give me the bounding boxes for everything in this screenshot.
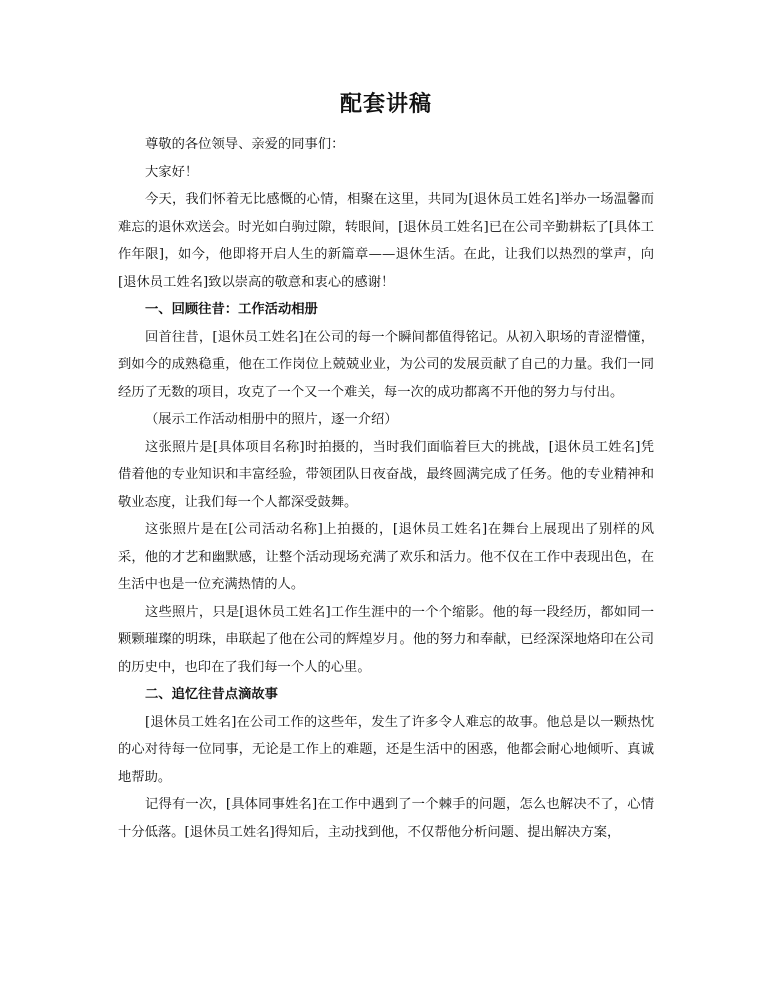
intro-paragraph: 今天，我们怀着无比感慨的心情，相聚在这里，共同为[退休员工姓名]举办一场温馨而难忘的退休欢送会。时光如白驹过隙，转眼间，[退休员工姓名]已在公司辛勤耕耘了[具体工作年限]，如今，他即将开启人生的新篇章——退休生活。在此，让我们以热烈的掌声，向[退休员工姓名]致以崇高的敬意和衷心的感谢！ bbox=[118, 192, 654, 290]
greeting: 大家好！ bbox=[145, 164, 199, 180]
section-2-paragraph-1: [退休员工姓名]在公司工作的这些年，发生了许多令人难忘的故事。他总是以一颗热忱的心对待每一位同事，无论是工作上的难题，还是生活中的困惑，他都会耐心地倾听、真诚地帮助。 bbox=[118, 714, 654, 785]
document-title: 配套讲稿 bbox=[339, 91, 432, 117]
section-2-paragraph-2: 记得有一次，[具体同事姓名]在工作中遇到了一个棘手的问题，怎么也解决不了，心情十分低落。[退休员工姓名]得知后，主动找到他，不仅帮他分析问题、提出解决方案， bbox=[118, 797, 654, 840]
section-1-paragraph-3: 这张照片是在[公司活动名称]上拍摄的，[退休员工姓名]在舞台上展现出了别样的风采，他的才艺和幽默感，让整个活动现场充满了欢乐和活力。他不仅在工作中表现出色，在生活中也是一位充满热情的人。 bbox=[118, 522, 654, 592]
section-1-paragraph-1: 回首往昔，[退休员工姓名]在公司的每一个瞬间都值得铭记。从初入职场的青涩懵懂，到如今的成熟稳重，他在工作岗位上兢兢业业，为公司的发展贡献了自己的力量。我们一同经历了无数的项目，攻克了一个又一个难关，每一次的成功都离不开他的努力与付出。 bbox=[118, 329, 654, 400]
section-1-stage-note: （展示工作活动相册中的照片，逐一介绍） bbox=[145, 412, 398, 427]
section-1-paragraph-2: 这张照片是[具体项目名称]时拍摄的，当时我们面临着巨大的挑战，[退休员工姓名]凭借着他的专业知识和丰富经验，带领团队日夜奋战，最终圆满完成了任务。他的专业精神和敬业态度，让我们每一个人都深受鼓舞。 bbox=[118, 439, 654, 510]
section-heading-1: 一、回顾往昔：工作活动相册 bbox=[145, 302, 318, 317]
section-1-paragraph-4: 这些照片，只是[退休员工姓名]工作生涯中的一个个缩影。他的每一段经历，都如同一颗颗璀璨的明珠，串联起了他在公司的辉煌岁月。他的努力和奉献，已经深深地烙印在公司的历史中，也印在了我们每一个人的心里。 bbox=[118, 604, 654, 675]
document-page bbox=[118, 88, 654, 846]
section-heading-2: 二、追忆往昔点滴故事 bbox=[145, 687, 278, 702]
salutation: 尊敬的各位领导、亲爱的同事们： bbox=[145, 137, 345, 152]
